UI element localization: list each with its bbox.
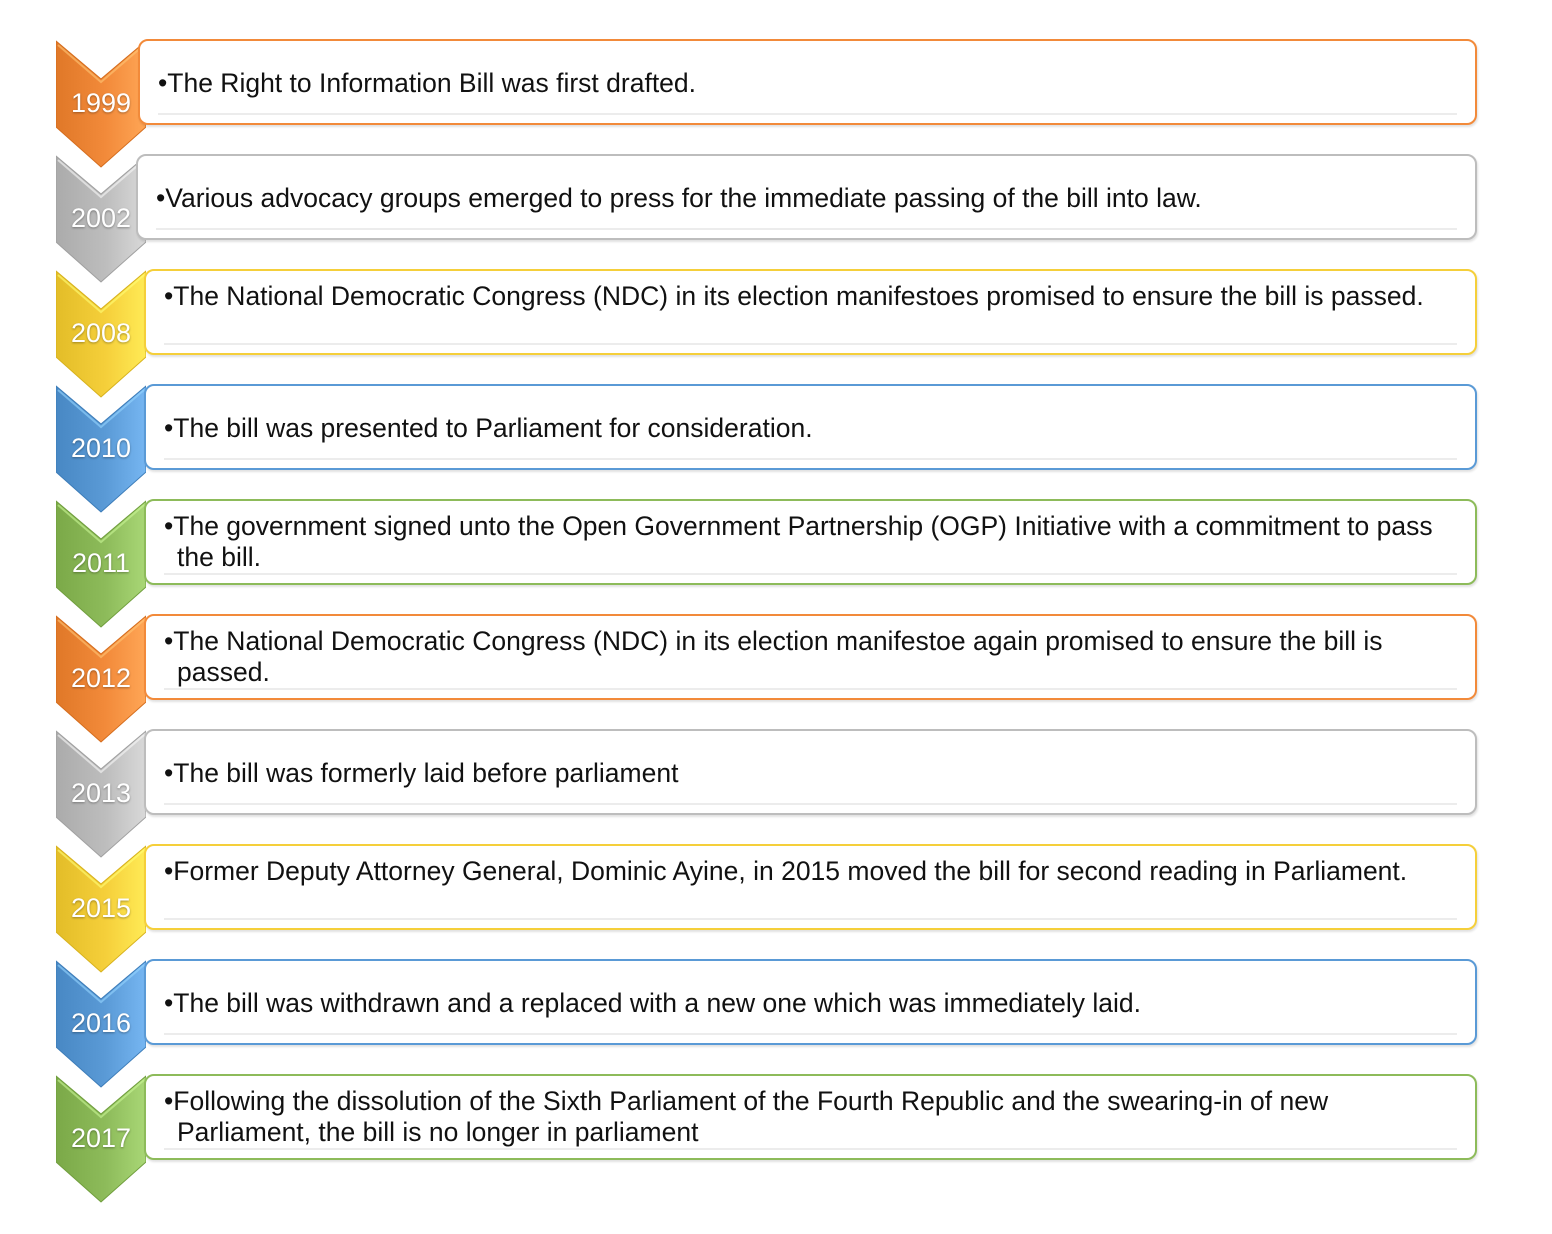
year-label: 2011 [71,548,131,578]
year-label: 1999 [70,88,132,118]
year-label: 2010 [70,433,132,463]
event-text: •The National Democratic Congress (NDC) in its election manifestoe again promised to ensure the bill is passed. [164,626,1383,687]
year-label: 2017 [70,1123,132,1153]
event-text: •The National Democratic Congress (NDC) in its election manifestoes promised to ensure the bill is passed. [164,281,1424,311]
event-box [144,1074,1477,1160]
event-box [144,614,1477,700]
year-label: 2016 [70,1008,132,1038]
timeline-row [0,384,1552,499]
event-text: •The bill was formerly laid before parliament [164,758,679,788]
year-label: 2015 [70,893,132,923]
event-box [144,729,1477,815]
event-text: •Former Deputy Attorney General, Dominic Ayine, in 2015 moved the bill for second reading in Parliament. [164,856,1408,886]
timeline-row [0,729,1552,844]
event-box [144,959,1477,1045]
timeline-row [0,154,1552,269]
event-box [144,269,1477,355]
timeline-row [0,959,1552,1074]
timeline-row [0,614,1552,729]
event-text: •Various advocacy groups emerged to press for the immediate passing of the bill into law. [156,183,1202,213]
event-text: •Following the dissolution of the Sixth Parliament of the Fourth Republic and the swearing-in of new Parliament, the bill is no longer in parliament [164,1086,1329,1147]
event-text: •The government signed unto the Open Government Partnership (OGP) Initiative with a commitment to pass the bill. [164,511,1433,572]
timeline-row [0,499,1552,614]
event-box [144,844,1477,930]
event-box [136,154,1477,240]
event-text: •The Right to Information Bill was first drafted. [158,68,697,98]
timeline-row [0,269,1552,384]
timeline-row [0,844,1552,959]
year-label: 2013 [70,778,132,808]
event-text: •The bill was presented to Parliament for consideration. [164,413,813,443]
timeline-row [0,1074,1552,1189]
event-box [144,499,1477,585]
year-label: 2008 [70,318,132,348]
year-label: 2012 [70,663,132,693]
event-box [138,39,1477,125]
timeline-row [0,39,1552,154]
event-box [144,384,1477,470]
event-text: •The bill was withdrawn and a replaced with a new one which was immediately laid. [164,988,1142,1018]
year-label: 2002 [70,203,132,233]
